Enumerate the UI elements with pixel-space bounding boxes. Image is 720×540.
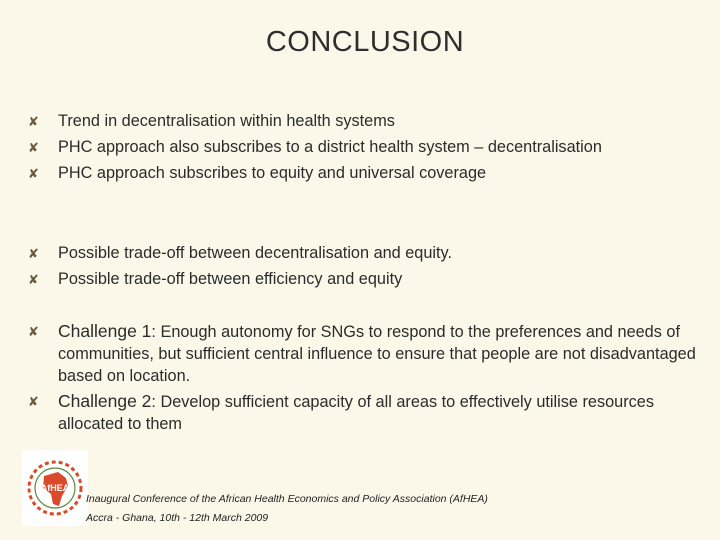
bullet-text: [58, 390, 708, 435]
x-mark-icon: ✘: [28, 140, 39, 155]
bullet-item: [28, 110, 708, 132]
x-mark-icon: ✘: [28, 246, 39, 261]
bullet-label: Challenge 2: [58, 391, 152, 411]
afhea-logo-icon: [22, 450, 88, 526]
x-mark-icon: ✘: [28, 166, 39, 181]
bullet-text: Possible trade-off between decentralisation and equity.: [58, 244, 453, 262]
footer-line-1: Inaugural Conference of the African Health Economics and Policy Association (AfHEA): [86, 493, 488, 505]
footer-line-2: Accra - Ghana, 10th - 12th March 2009: [86, 512, 269, 524]
bullet-body: : Enough autonomy for SNGs to respond to the preferences and needs of communities, but sufficient central influence to ensure that people are not disadvantaged based on location.: [58, 323, 696, 385]
slide-title: CONCLUSION: [265, 26, 465, 58]
x-mark-icon: ✘: [28, 394, 39, 409]
bullet-item: [28, 268, 708, 290]
bullet-body: : Develop sufficient capacity of all areas to effectively utilise resources allocated to them: [58, 393, 654, 433]
bullet-text: PHC approach also subscribes to a district health system – decentralisation: [58, 138, 602, 156]
bullet-text: Possible trade-off between efficiency and equity: [58, 270, 403, 288]
afhea-logo: [22, 450, 88, 526]
bullet-item: [28, 390, 708, 435]
bullet-text: PHC approach subscribes to equity and universal coverage: [58, 164, 487, 182]
bullet-item: [28, 320, 708, 387]
footer-text: [86, 490, 488, 528]
footer: [22, 448, 622, 528]
x-mark-icon: ✘: [28, 114, 39, 129]
bullet-text: [58, 320, 708, 387]
bullet-item: [28, 242, 708, 264]
x-mark-icon: ✘: [28, 272, 39, 287]
bullet-item: [28, 162, 708, 184]
bullet-label: Challenge 1: [58, 321, 152, 341]
bullet-text: Trend in decentralisation within health systems: [58, 112, 395, 130]
bullet-item: [28, 136, 708, 158]
logo-lettering: AfHEA: [40, 483, 70, 493]
x-mark-icon: ✘: [28, 324, 39, 339]
